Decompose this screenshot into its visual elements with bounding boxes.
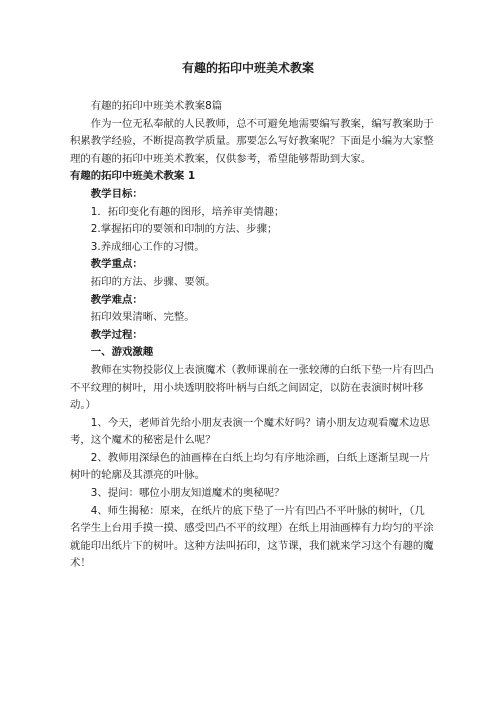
body-paragraph: 4、师生揭秘：原来，在纸片的底下垫了一片有凹凸不平叶脉的树叶，（几名学生上台用手摸一摸、感受凹凸不平的纹理）在纸上用油画棒有力均匀的平涂就能印出纸片下的树叶。这种方法叫拓印，这节课，我们就来学习这个有趣的魔术！	[70, 504, 434, 570]
body-paragraph: 教师在实物投影仪上表演魔术（教师课前在一张较薄的白纸下垫一片有凹凸不平纹理的树叶，用小块透明胶将叶柄与白纸之间固定，以防在表演时树叶移动。）	[70, 363, 434, 412]
step-heading: 一、游戏激趣	[90, 346, 154, 359]
body-paragraph: 1、今天，老师首先给小朋友表演一个魔术好吗？请小朋友边观看魔术边思考，这个魔术的秘密是什么呢？	[70, 416, 430, 447]
document-title: 有趣的拓印中班美术教案	[181, 61, 314, 75]
section-heading: 有趣的拓印中班美术教案 1	[70, 170, 196, 183]
label-key-points: 教学重点：	[90, 258, 143, 271]
label-difficulties: 教学难点：	[90, 293, 143, 306]
key-points-text: 拓印的方法、步骤、要领。	[90, 275, 216, 288]
label-process: 教学过程：	[90, 328, 143, 341]
body-paragraph: 2、教师用深绿色的油画棒在白纸上均匀有序地涂画，白纸上逐渐呈现一片树叶的轮廓及其漂亮的叶脉。	[70, 451, 430, 482]
objective-item: 1．拓印变化有趣的图形，培养审美情趣；	[90, 205, 285, 218]
intro-paragraph: 作为一位无私奉献的人民教师，总不可避免地需要编写教案，编写教案助于积累教学经验，不断提高教学质量。那要怎么写好教案呢？下面是小编为大家整理的有趣的拓印中班美术教案，仅供参考，希望能够帮助到大家。	[70, 117, 434, 165]
document-body	[70, 98, 434, 573]
body-paragraph: 3、提问：哪位小朋友知道魔术的奥秘呢？	[90, 487, 285, 500]
label-objectives: 教学目标：	[90, 187, 143, 200]
subtitle: 有趣的拓印中班美术教案8篇	[90, 100, 223, 112]
difficulties-text: 拓印效果清晰、完整。	[90, 311, 195, 324]
objective-item: 3.养成细心工作的习惯。	[90, 240, 205, 253]
objective-item: 2.掌握拓印的要领和印制的方法、步骤；	[90, 223, 278, 236]
